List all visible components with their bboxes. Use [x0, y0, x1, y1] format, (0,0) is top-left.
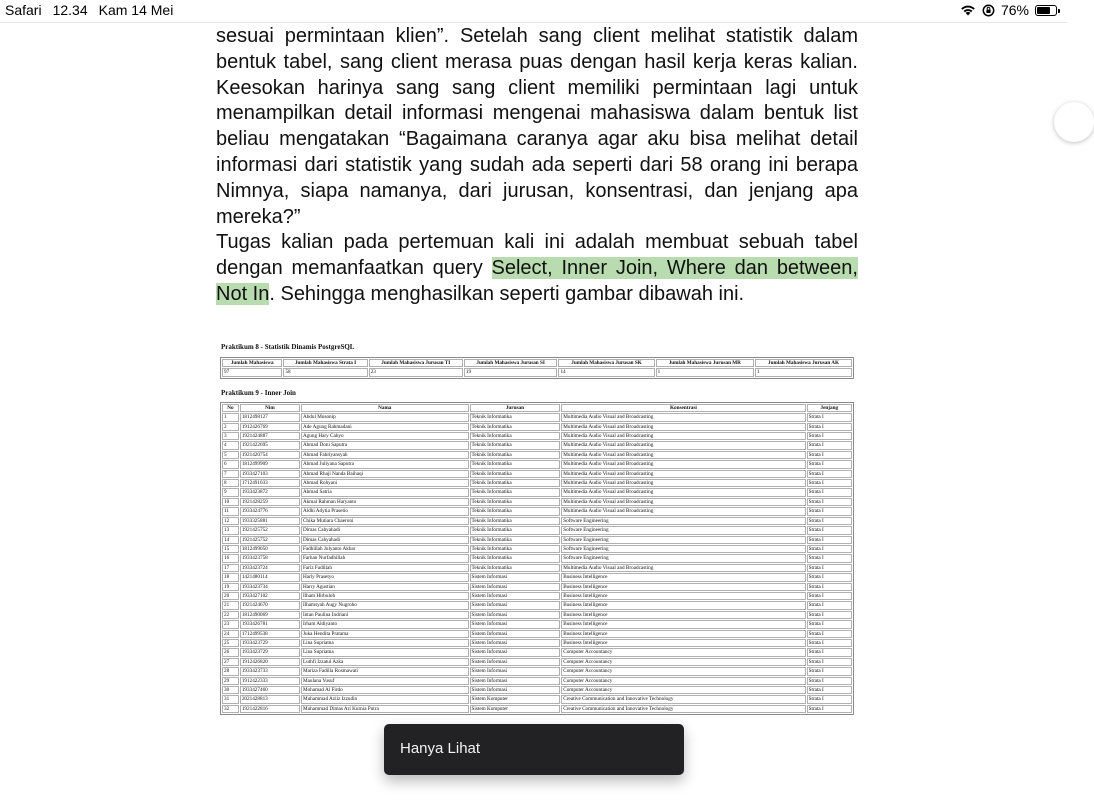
table-cell: Ahmad Doni Saputra	[301, 441, 469, 449]
table-cell: 1933423872	[240, 488, 300, 496]
table-cell: Multimedia Audio Visual and Broadcasting	[561, 423, 805, 431]
table-cell: Business Intelligence	[561, 601, 805, 609]
table-cell: Computer Accountancy	[561, 677, 805, 685]
table-cell: Software Engineering	[561, 517, 805, 525]
table-cell: Multimedia Audio Visual and Broadcasting	[561, 413, 805, 421]
table-cell: Strata I	[807, 423, 852, 431]
table-cell: 1933427102	[240, 592, 300, 600]
table-cell: Strata I	[807, 488, 852, 496]
table-cell: 1812490069	[240, 611, 300, 619]
table-cell: Strata I	[807, 536, 852, 544]
table-cell: Mohamad Al Firdo	[301, 686, 469, 694]
table-cell: 2021428813	[240, 695, 300, 703]
table-cell: 18	[222, 573, 239, 581]
table-cell: Ahmad Rhaji Nanda Baihaqi	[301, 470, 469, 478]
table-row	[222, 545, 852, 553]
status-date: Kam 14 Mei	[98, 2, 174, 18]
table-cell: Teknik Informatika	[470, 441, 561, 449]
table-cell: Teknik Informatika	[470, 564, 561, 572]
highlighted-query-text[interactable]: Select, Inner Join, Where dan between, Not In	[216, 256, 858, 305]
table-row	[222, 479, 852, 487]
table-cell: Software Engineering	[561, 545, 805, 553]
table-row	[222, 630, 852, 638]
table-cell: Sistem Informasi	[470, 667, 561, 675]
table-cell: 1921422816	[240, 705, 300, 713]
table-cell: 1921425752	[240, 526, 300, 534]
table-cell: Strata I	[807, 517, 852, 525]
table-cell: 1812498127	[240, 413, 300, 421]
inner-join-header-cell: No	[222, 404, 239, 412]
table-row	[222, 517, 852, 525]
table-cell: Business Intelligence	[561, 620, 805, 628]
statistik-value-row	[222, 368, 852, 376]
table-row	[222, 536, 852, 544]
table-cell: Abdul Musonip	[301, 413, 469, 421]
document-paragraph-2	[216, 230, 858, 307]
table-cell: Teknik Informatika	[470, 413, 561, 421]
table-cell: 1921420754	[240, 451, 300, 459]
table-cell: 29	[222, 677, 239, 685]
statistik-header-row	[222, 359, 852, 367]
table-cell: Multimedia Audio Visual and Broadcasting	[561, 507, 805, 515]
table-cell: Teknik Informatika	[470, 507, 561, 515]
table-cell: Agung Hary Cahyo	[301, 432, 469, 440]
table-cell: Computer Accountancy	[561, 658, 805, 666]
table-cell: Teknik Informatika	[470, 451, 561, 459]
table-cell: Strata I	[807, 639, 852, 647]
table-cell: 28	[222, 667, 239, 675]
table-cell: Luthfi Izzatul Azka	[301, 658, 469, 666]
table-row	[222, 488, 852, 496]
table-cell: Sistem Informasi	[470, 611, 561, 619]
table-cell: 1933423729	[240, 639, 300, 647]
table-cell: 32	[222, 705, 239, 713]
statistik-value-cell: 14	[558, 368, 654, 376]
table-cell: 1921425752	[240, 536, 300, 544]
table-cell: Ilham Hirbuloh	[301, 592, 469, 600]
table-cell: 19	[222, 583, 239, 591]
table-cell: 16	[222, 554, 239, 562]
table-cell: 17	[222, 564, 239, 572]
table-row	[222, 686, 852, 694]
table-cell: Irham Aldiyanto	[301, 620, 469, 628]
table-cell: Dimas Cahyahadi	[301, 526, 469, 534]
table-cell: 4	[222, 441, 239, 449]
table-cell: 22	[222, 611, 239, 619]
table-cell: Sistem Informasi	[470, 648, 561, 656]
table-cell: Teknik Informatika	[470, 432, 561, 440]
table-cell: Sistem Komputer	[470, 695, 561, 703]
table-cell: 1933423734	[240, 583, 300, 591]
table-cell: Teknik Informatika	[470, 470, 561, 478]
table-cell: 12	[222, 517, 239, 525]
table-cell: Strata I	[807, 441, 852, 449]
table-cell: Strata I	[807, 470, 852, 478]
table-cell: Ade Agung Rahmadani	[301, 423, 469, 431]
table-cell: Creative Communication and Innovative Technology	[561, 695, 805, 703]
table-cell: 1933423758	[240, 554, 300, 562]
table-cell: 8	[222, 479, 239, 487]
table-cell: Teknik Informatika	[470, 498, 561, 506]
table-cell: 1912426769	[240, 423, 300, 431]
table-cell: 1921428259	[240, 498, 300, 506]
table-cell: 1933423729	[240, 648, 300, 656]
statistik-value-cell: 1	[656, 368, 754, 376]
status-app-name[interactable]: Safari	[5, 2, 42, 18]
table-cell: 11	[222, 507, 239, 515]
inner-join-header-cell: Konsentrasi	[561, 404, 805, 412]
table-cell: Ahmad Satria	[301, 488, 469, 496]
table-cell: Ilhamsyah Augy Nugroho	[301, 601, 469, 609]
table-cell: Ahmad Fahriyansyah	[301, 451, 469, 459]
table-cell: 1933424776	[240, 507, 300, 515]
table-cell: 1921424887	[240, 432, 300, 440]
table-cell: Strata I	[807, 620, 852, 628]
table-cell: Strata I	[807, 601, 852, 609]
table-row	[222, 583, 852, 591]
table-cell: Akmal Rahman Haryanto	[301, 498, 469, 506]
table-cell: Sistem Informasi	[470, 686, 561, 694]
table-cell: Teknik Informatika	[470, 460, 561, 468]
table-cell: Intan Paulina Indriani	[301, 611, 469, 619]
table-row	[222, 413, 852, 421]
battery-level	[1037, 7, 1050, 14]
embedded-screenshot-image[interactable]	[219, 338, 855, 712]
page-side-button[interactable]	[1054, 102, 1094, 142]
table-row	[222, 611, 852, 619]
table-cell: 25	[222, 639, 239, 647]
table-row	[222, 498, 852, 506]
table-row	[222, 620, 852, 628]
table-cell: 1933423733	[240, 667, 300, 675]
table-row	[222, 470, 852, 478]
wifi-icon	[960, 4, 976, 16]
inner-join-header-cell: Nim	[240, 404, 300, 412]
statistik-value-cell: 19	[464, 368, 558, 376]
table-cell: Software Engineering	[561, 526, 805, 534]
table-cell: 1812499909	[240, 460, 300, 468]
table-cell: Harry Agustian	[301, 583, 469, 591]
table-cell: Teknik Informatika	[470, 423, 561, 431]
table-cell: Muhammad Aziiz Izzudin	[301, 695, 469, 703]
table-row	[222, 705, 852, 713]
table-cell: Fadhillah Julyanto Akbar	[301, 545, 469, 553]
status-time: 12.34	[52, 2, 88, 18]
statistik-header-cell: Jumlah Mahasiswa	[222, 359, 282, 367]
statistik-header-cell: Jumlah Mahasiswa Jurusan SK	[558, 359, 654, 367]
table-cell: Sistem Informasi	[470, 573, 561, 581]
table-cell: Strata I	[807, 545, 852, 553]
statistik-header-cell: Jumlah Mahasiswa Jurusan SI	[464, 359, 558, 367]
table-cell: Computer Accountancy	[561, 667, 805, 675]
inner-join-title: Praktikum 9 - Inner Join	[221, 388, 296, 397]
table-row	[222, 441, 852, 449]
table-cell: Multimedia Audio Visual and Broadcasting	[561, 479, 805, 487]
table-cell: Sistem Komputer	[470, 705, 561, 713]
table-row	[222, 695, 852, 703]
table-cell: 13	[222, 526, 239, 534]
table-cell: Multimedia Audio Visual and Broadcasting	[561, 460, 805, 468]
table-cell: Computer Accountancy	[561, 686, 805, 694]
table-cell: Mariza Fadilla Rosmawati	[301, 667, 469, 675]
table-cell: Strata I	[807, 648, 852, 656]
table-cell: Strata I	[807, 583, 852, 591]
table-cell: 20	[222, 592, 239, 600]
table-cell: 7	[222, 470, 239, 478]
table-cell: Maulana Yusuf	[301, 677, 469, 685]
table-row	[222, 564, 852, 572]
table-cell: 1921424670	[240, 601, 300, 609]
table-cell: 6	[222, 460, 239, 468]
statistik-table	[220, 357, 854, 379]
table-cell: Teknik Informatika	[470, 479, 561, 487]
table-cell: 1933427103	[240, 470, 300, 478]
table-cell: Business Intelligence	[561, 573, 805, 581]
statistik-value-cell: 23	[369, 368, 463, 376]
table-cell: 3	[222, 432, 239, 440]
statistik-value-cell: 58	[283, 368, 367, 376]
table-row	[222, 507, 852, 515]
table-cell: Strata I	[807, 677, 852, 685]
table-cell: 1421480114	[240, 573, 300, 581]
table-cell: 1921422695	[240, 441, 300, 449]
table-cell: 1712491033	[240, 479, 300, 487]
table-cell: Strata I	[807, 498, 852, 506]
table-cell: 10	[222, 498, 239, 506]
table-cell: Strata I	[807, 686, 852, 694]
table-cell: Strata I	[807, 667, 852, 675]
table-cell: 27	[222, 658, 239, 666]
table-cell: 26	[222, 648, 239, 656]
table-row	[222, 423, 852, 431]
table-row	[222, 639, 852, 647]
table-cell: Lina Supriatna	[301, 648, 469, 656]
statistik-header-cell: Jumlah Mahasiswa Jurusan TI	[369, 359, 463, 367]
table-cell: Multimedia Audio Visual and Broadcasting	[561, 441, 805, 449]
table-row	[222, 592, 852, 600]
table-cell: Dimas Cahyahadi	[301, 536, 469, 544]
table-row	[222, 648, 852, 656]
table-cell: 21	[222, 601, 239, 609]
table-cell: 1912426820	[240, 658, 300, 666]
view-only-toast	[384, 724, 684, 775]
table-cell: Ahmad Rohyani	[301, 479, 469, 487]
table-cell: 31	[222, 695, 239, 703]
table-cell: Sistem Informasi	[470, 639, 561, 647]
table-cell: 1	[222, 413, 239, 421]
table-cell: Fariz Fadillah	[301, 564, 469, 572]
table-cell: Business Intelligence	[561, 592, 805, 600]
table-row	[222, 573, 852, 581]
table-row	[222, 658, 852, 666]
table-cell: Muhammad Dimas Ari Kurnia Putra	[301, 705, 469, 713]
table-cell: Teknik Informatika	[470, 526, 561, 534]
table-cell: Business Intelligence	[561, 639, 805, 647]
table-cell: 1712499538	[240, 630, 300, 638]
statistik-header-cell: Jumlah Mahasiswa Jurusan AK	[755, 359, 852, 367]
inner-join-table	[220, 402, 854, 715]
table-cell: Sistem Informasi	[470, 630, 561, 638]
table-cell: Strata I	[807, 526, 852, 534]
table-row	[222, 677, 852, 685]
table-cell: Ahmad Juliyana Saputra	[301, 460, 469, 468]
table-cell: Strata I	[807, 630, 852, 638]
orientation-lock-icon	[982, 4, 995, 17]
table-cell: Strata I	[807, 432, 852, 440]
table-cell: Strata I	[807, 451, 852, 459]
inner-join-header-cell: Nama	[301, 404, 469, 412]
table-cell: Sistem Informasi	[470, 658, 561, 666]
battery-percentage: 76%	[1000, 2, 1029, 18]
table-cell: 30	[222, 686, 239, 694]
table-cell: Chika Mutiara Chaeroni	[301, 517, 469, 525]
table-cell: Strata I	[807, 460, 852, 468]
table-cell: Sistem Informasi	[470, 583, 561, 591]
toast-label: Hanya Lihat	[400, 740, 481, 757]
table-cell: Harly Prasetyo	[301, 573, 469, 581]
table-cell: 1812499050	[240, 545, 300, 553]
table-cell: Creative Communication and Innovative Technology	[561, 705, 805, 713]
table-cell: Business Intelligence	[561, 630, 805, 638]
table-cell: Strata I	[807, 413, 852, 421]
statistik-value-cell: 1	[755, 368, 852, 376]
document-paragraph-1: sesuai permintaan klien”. Setelah sang client melihat statistik dalam bentuk tabel, sang client merasa puas dengan hasil kerja keras kalian. Keesokan harinya sang sang client memiliki permintaan lagi untuk menampilkan detail informasi mengenai mahasiswa dalam bentuk list beliau mengatakan “Bagaimana caranya agar aku bisa melihat detail informasi dari statistik yang sudah ada seperti dari 58 orang ini berapa Nimnya, siapa namanya, dari jurusan, konsentrasi, dan jenjang apa mereka?”	[216, 25, 858, 228]
table-cell: 23	[222, 620, 239, 628]
table-row	[222, 601, 852, 609]
table-cell: Software Engineering	[561, 554, 805, 562]
table-row	[222, 451, 852, 459]
table-cell: Strata I	[807, 564, 852, 572]
table-cell: Strata I	[807, 479, 852, 487]
table-cell: 1933325881	[240, 517, 300, 525]
table-cell: 1933427460	[240, 686, 300, 694]
table-cell: Teknik Informatika	[470, 517, 561, 525]
table-cell: 1933426781	[240, 620, 300, 628]
statistik-header-cell: Jumlah Mahasiswa Jurusan MR	[656, 359, 754, 367]
statistik-title: Praktikum 8 - Statistik Dinamis PostgreSQL	[221, 343, 355, 351]
table-cell: Business Intelligence	[561, 583, 805, 591]
table-cell: Multimedia Audio Visual and Broadcasting	[561, 432, 805, 440]
table-row	[222, 554, 852, 562]
table-cell: Sistem Informasi	[470, 592, 561, 600]
table-cell: 1933423724	[240, 564, 300, 572]
inner-join-header-row	[222, 404, 852, 412]
table-cell: Strata I	[807, 573, 852, 581]
table-cell: Strata I	[807, 507, 852, 515]
table-cell: Sistem Informasi	[470, 601, 561, 609]
table-cell: 9	[222, 488, 239, 496]
table-cell: Multimedia Audio Visual and Broadcasting	[561, 470, 805, 478]
table-cell: 5	[222, 451, 239, 459]
table-cell: Business Intelligence	[561, 611, 805, 619]
table-cell: Strata I	[807, 705, 852, 713]
table-cell: 24	[222, 630, 239, 638]
table-cell: 14	[222, 536, 239, 544]
table-cell: Strata I	[807, 592, 852, 600]
table-cell: Strata I	[807, 554, 852, 562]
table-cell: Strata I	[807, 658, 852, 666]
table-cell: 2	[222, 423, 239, 431]
inner-join-header-cell: Jurusan	[470, 404, 561, 412]
status-bar	[0, 0, 1067, 22]
table-cell: Multimedia Audio Visual and Broadcasting	[561, 498, 805, 506]
table-cell: Teknik Informatika	[470, 545, 561, 553]
table-cell: Juka Hendita Pratama	[301, 630, 469, 638]
table-cell: Multimedia Audio Visual and Broadcasting	[561, 488, 805, 496]
table-cell: Teknik Informatika	[470, 536, 561, 544]
table-row	[222, 667, 852, 675]
paragraph-2-text-start: Tugas kalian pada pertemuan kali ini adalah membuat sebuah tabel dengan memanfaatkan query	[216, 231, 858, 279]
table-cell: Strata I	[807, 695, 852, 703]
status-bar-divider	[0, 22, 1067, 23]
table-cell: 15	[222, 545, 239, 553]
paragraph-2-text-end: . Sehingga menghasilkan seperti gambar dibawah ini.	[269, 282, 745, 305]
table-row	[222, 460, 852, 468]
statistik-header-cell: Jumlah Mahasiswa Strata I	[283, 359, 367, 367]
table-row	[222, 432, 852, 440]
table-cell: Software Engineering	[561, 536, 805, 544]
table-row	[222, 526, 852, 534]
table-cell: Aldhi Adytia Prasetio	[301, 507, 469, 515]
table-cell: 1912422333	[240, 677, 300, 685]
table-cell: Farhan Nurfadhillah	[301, 554, 469, 562]
table-cell: Teknik Informatika	[470, 554, 561, 562]
statistik-value-cell: 97	[222, 368, 282, 376]
inner-join-header-cell: Jenjang	[807, 404, 852, 412]
table-cell: Multimedia Audio Visual and Broadcasting	[561, 451, 805, 459]
table-cell: Teknik Informatika	[470, 488, 561, 496]
table-cell: Strata I	[807, 611, 852, 619]
table-cell: Sistem Informasi	[470, 620, 561, 628]
table-cell: Sistem Informasi	[470, 677, 561, 685]
table-cell: Multimedia Audio Visual and Broadcasting	[561, 564, 805, 572]
table-cell: Lina Supriatna	[301, 639, 469, 647]
battery-icon	[1035, 5, 1057, 16]
inner-join-body	[222, 413, 852, 713]
table-cell: Computer Accountancy	[561, 648, 805, 656]
